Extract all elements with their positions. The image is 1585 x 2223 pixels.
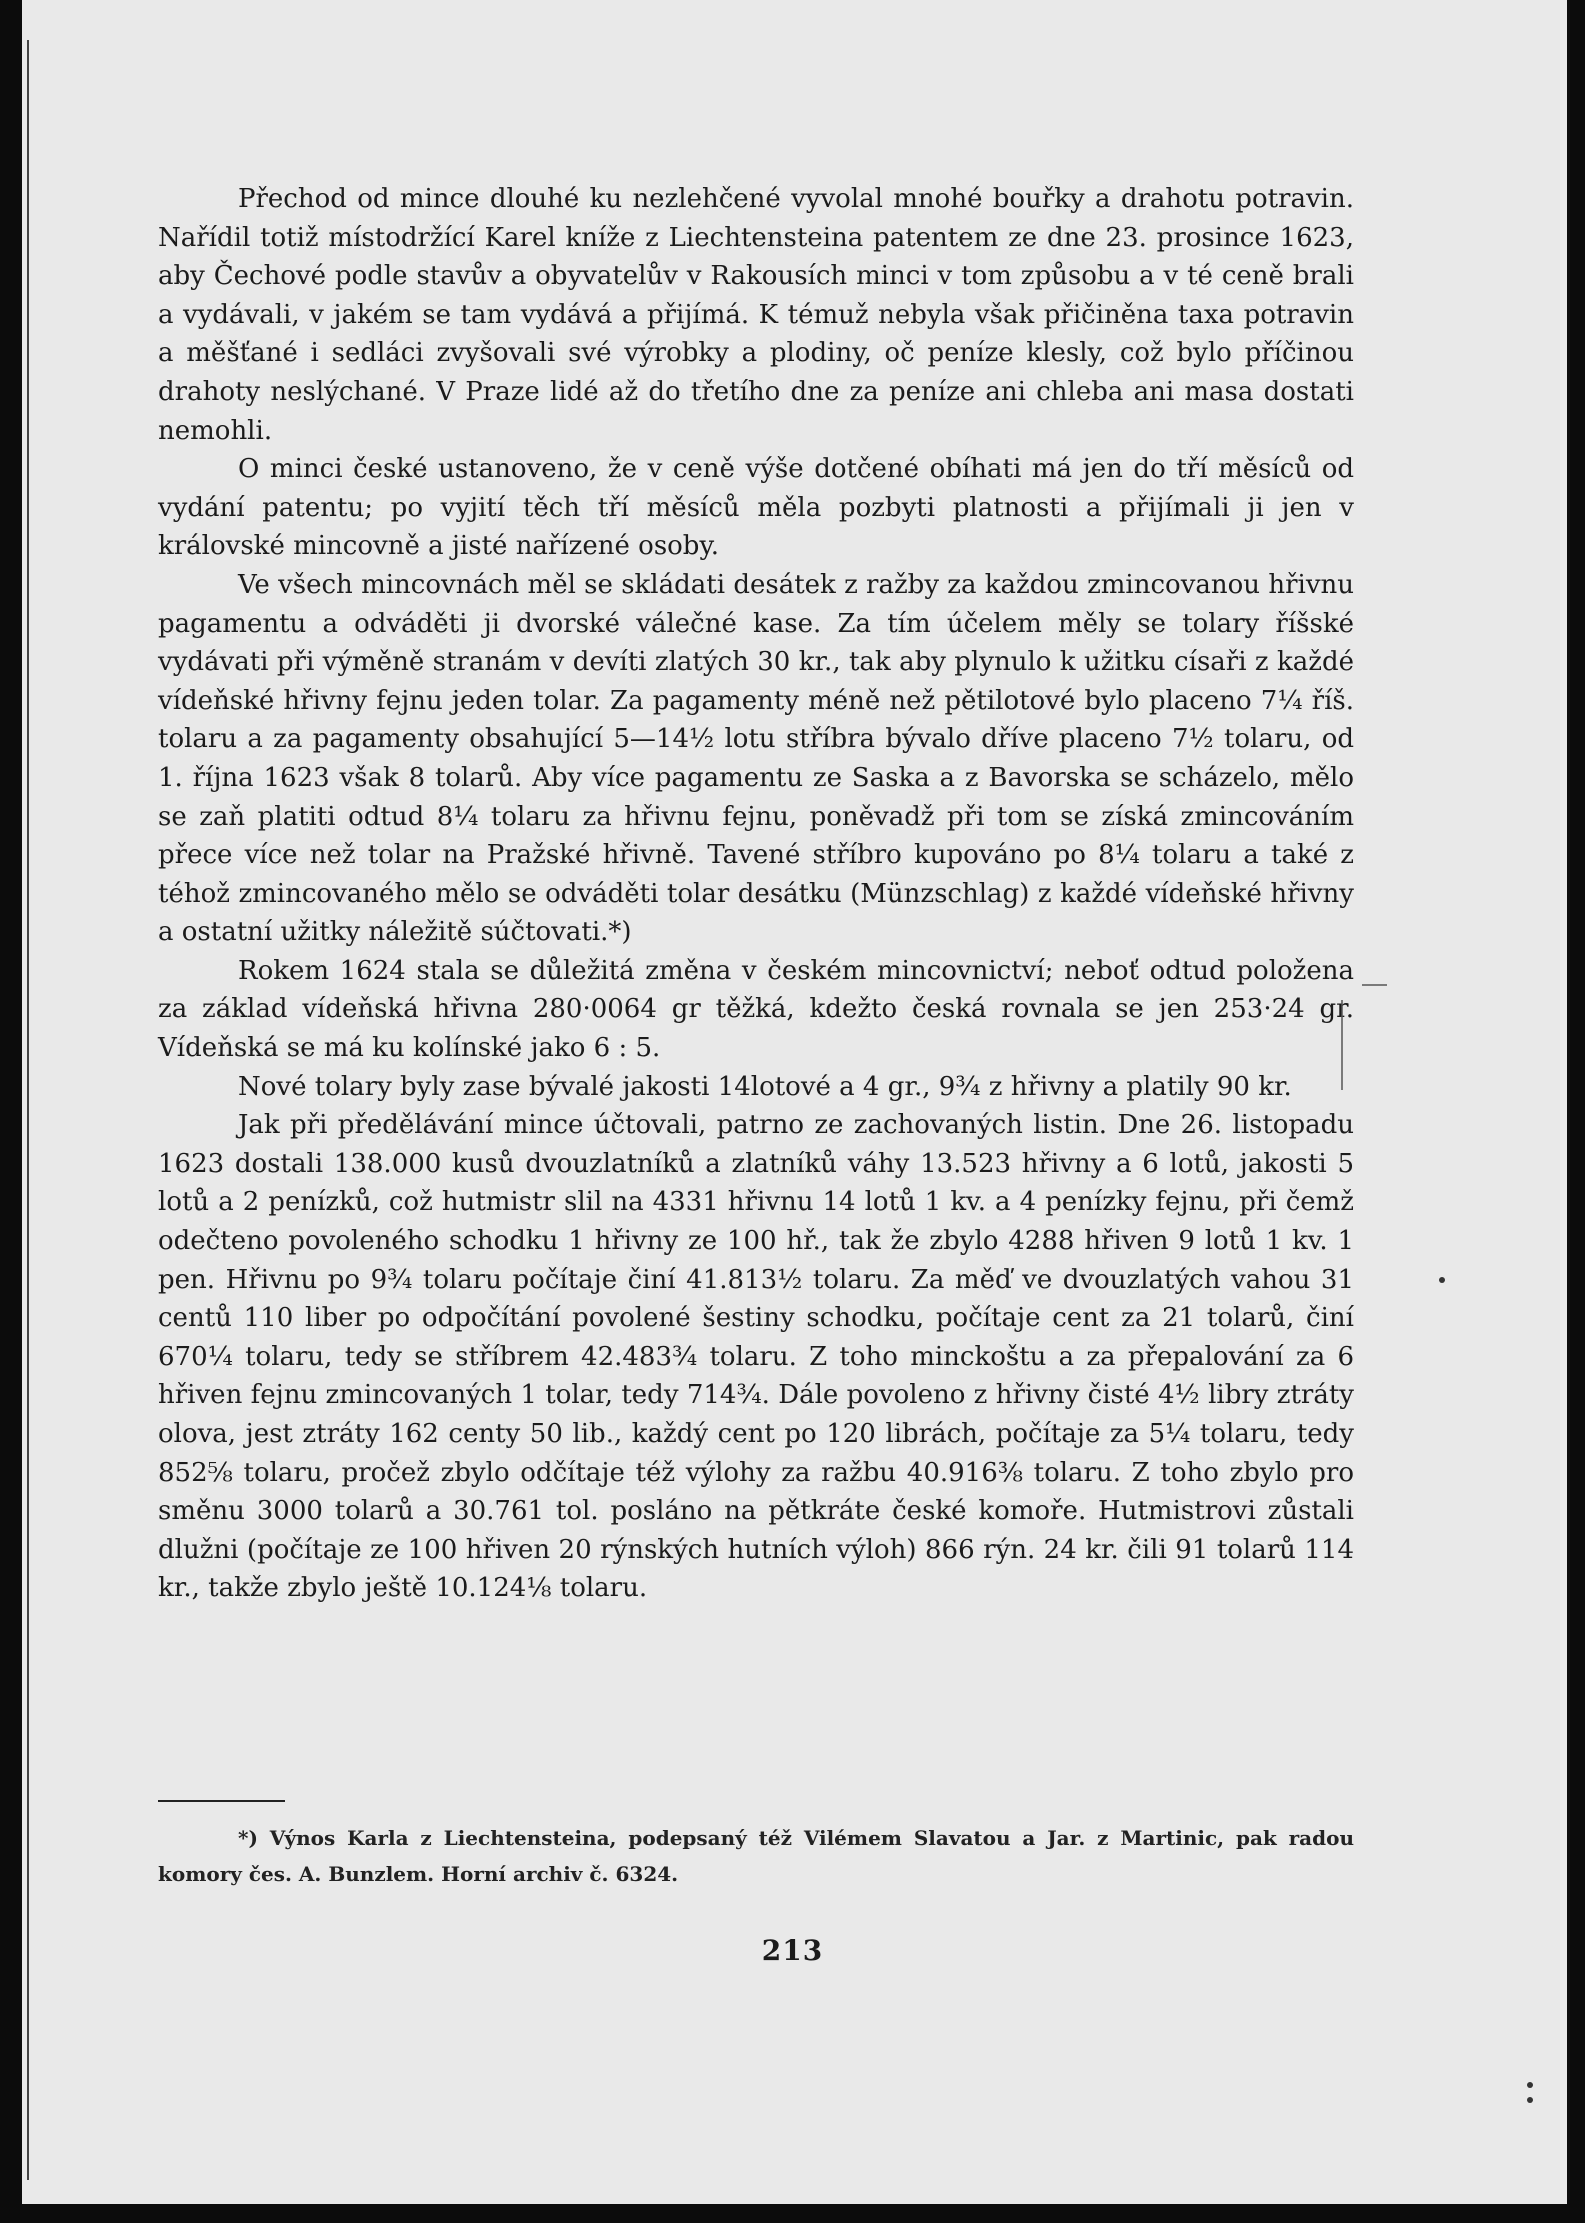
- paragraph-6: Jak při předělávání mince účtovali, patrno ze zachovaných listin. Dne 26. listopadu 1623 dostali 138.000 kusů dvouzlatníků a zlatníků váhy 13.523 hřivny a 6 lotů, jakosti 5 lotů a 2 penízků, což hutmistr slil na 4331 hřivnu 14 lotů 1 kv. a 4 penízky fejnu, při čemž odečteno povoleného schodku 1 hřivny ze 100 hř., tak že zbylo 4288 hřiven 9 lotů 1 kv. 1 pen. Hřivnu po 9¾ tolaru počítaje činí 41.813½ tolaru. Za měď ve dvouzlatých vahou 31 centů 110 liber po odpočítání povolené šestiny schodku, počítaje cent za 21 tolarů, činí 670¼ tolaru, tedy se stříbrem 42.483¾ tolaru. Z toho minckoštu a za přepalování za 6 hřiven fejnu zmincovaných 1 tolar, tedy 714¾. Dále povoleno z hřivny čisté 4½ libry ztráty olova, jest ztráty 162 centy 50 lib., každý cent po 120 librách, počítaje za 5¼ tolaru, tedy 852⅝ tolaru, pročež zbylo odčítaje též výlohy za ražbu 40.916⅜ tolaru. Z toho zbylo pro směnu 3000 tolarů a 30.761 tol. posláno na pětkráte české komoře. Hutmistrovi zůstali dlužni (počítaje ze 100 hřiven 20 rýnských hutních výloh) 866 rýn. 24 kr. čili 91 tolarů 114 kr., takže zbylo ještě 10.124⅛ tolaru.: [158, 1110, 1354, 1604]
- paragraph-4: Rokem 1624 stala se důležitá změna v českém mincovnictví; neboť odtud položena za základ vídeňská hřivna 280·0064 gr těžká, kdežto česká rovnala se jen 253·24 gr. Vídeňská se má ku kolínské jako 6 : 5.: [158, 955, 1354, 1064]
- page-number: 213: [761, 1934, 824, 1967]
- speck: [1527, 2082, 1533, 2088]
- speck: [1527, 2097, 1533, 2103]
- footnote: *) Výnos Karla z Liechtensteina, podepsaný též Vilémem Slavatou a Jar. z Martinic, pak radou komory čes. A. Bunzlem. Horní archiv č. 6324.: [158, 1826, 1354, 1886]
- paragraph-5: Nové tolary byly zase bývalé jakosti 14lotové a 4 gr., 9¾ z hřivny a platily 90 kr.: [238, 1071, 1292, 1102]
- paragraph-1: Přechod od mince dlouhé ku nezlehčené vyvolal mnohé bouřky a drahotu potravin. Nařídil totiž místodržící Karel kníže z Liechtensteina patentem ze dne 23. prosince 1623, aby Čechové podle stavův a obyvatelův v Rakousích minci v tom způsobu a v té ceně brali a vydávali, v jakém se tam vydává a přijímá. K témuž nebyla však přičiněna taxa potravin a měšťané i sedláci zvyšovali své výrobky a plodiny, oč peníze klesly, což bylo příčinou drahoty neslýchané. V Praze lidé až do třetího dne za peníze ani chleba ani masa dostati nemohli.: [158, 184, 1354, 446]
- paragraph-3: Ve všech mincovnách měl se skládati desátek z ražby za každou zmincovanou hřivnu pagamentu a odváděti ji dvorské válečné kase. Za tím účelem měly se tolary říšské vydávati při výměně stranám v devíti zlatých 30 kr., tak aby plynulo k užitku císaři z každé vídeňské hřivny fejnu jeden tolar. Za pagamenty méně než pětilotové bylo placeno 7¼ říš. tolaru a za pagamenty obsahující 5—14½ lotu stříbra bývalo dříve placeno 7½ tolaru, od 1. října 1623 však 8 tolarů. Aby více pagamentu ze Saska a z Bavorska se scházelo, mělo se zaň platiti odtud 8¼ tolaru za hřivnu fejnu, poněvadž při tom se získá zmincováním přece více než tolar na Pražské hřivně. Tavené stříbro kupováno po 8¼ tolaru a také z téhož zmincovaného mělo se odváděti tolar desátku (Münzschlag) z každé vídeňské hřivny a ostatní užitky náležitě súčtovati.*): [158, 569, 1354, 948]
- scan-marks: [22, 0, 1567, 2204]
- paragraph-2: O minci české ustanoveno, že v ceně výše dotčené obíhati má jen do tří měsíců od vydání patentu; po vyjití těch tří měsíců měla pozbyti platnosti a přijímali ji jen v královské mincovně a jisté nařízené osoby.: [158, 454, 1354, 562]
- speck: [1439, 1277, 1445, 1283]
- book-page: [22, 0, 1567, 2204]
